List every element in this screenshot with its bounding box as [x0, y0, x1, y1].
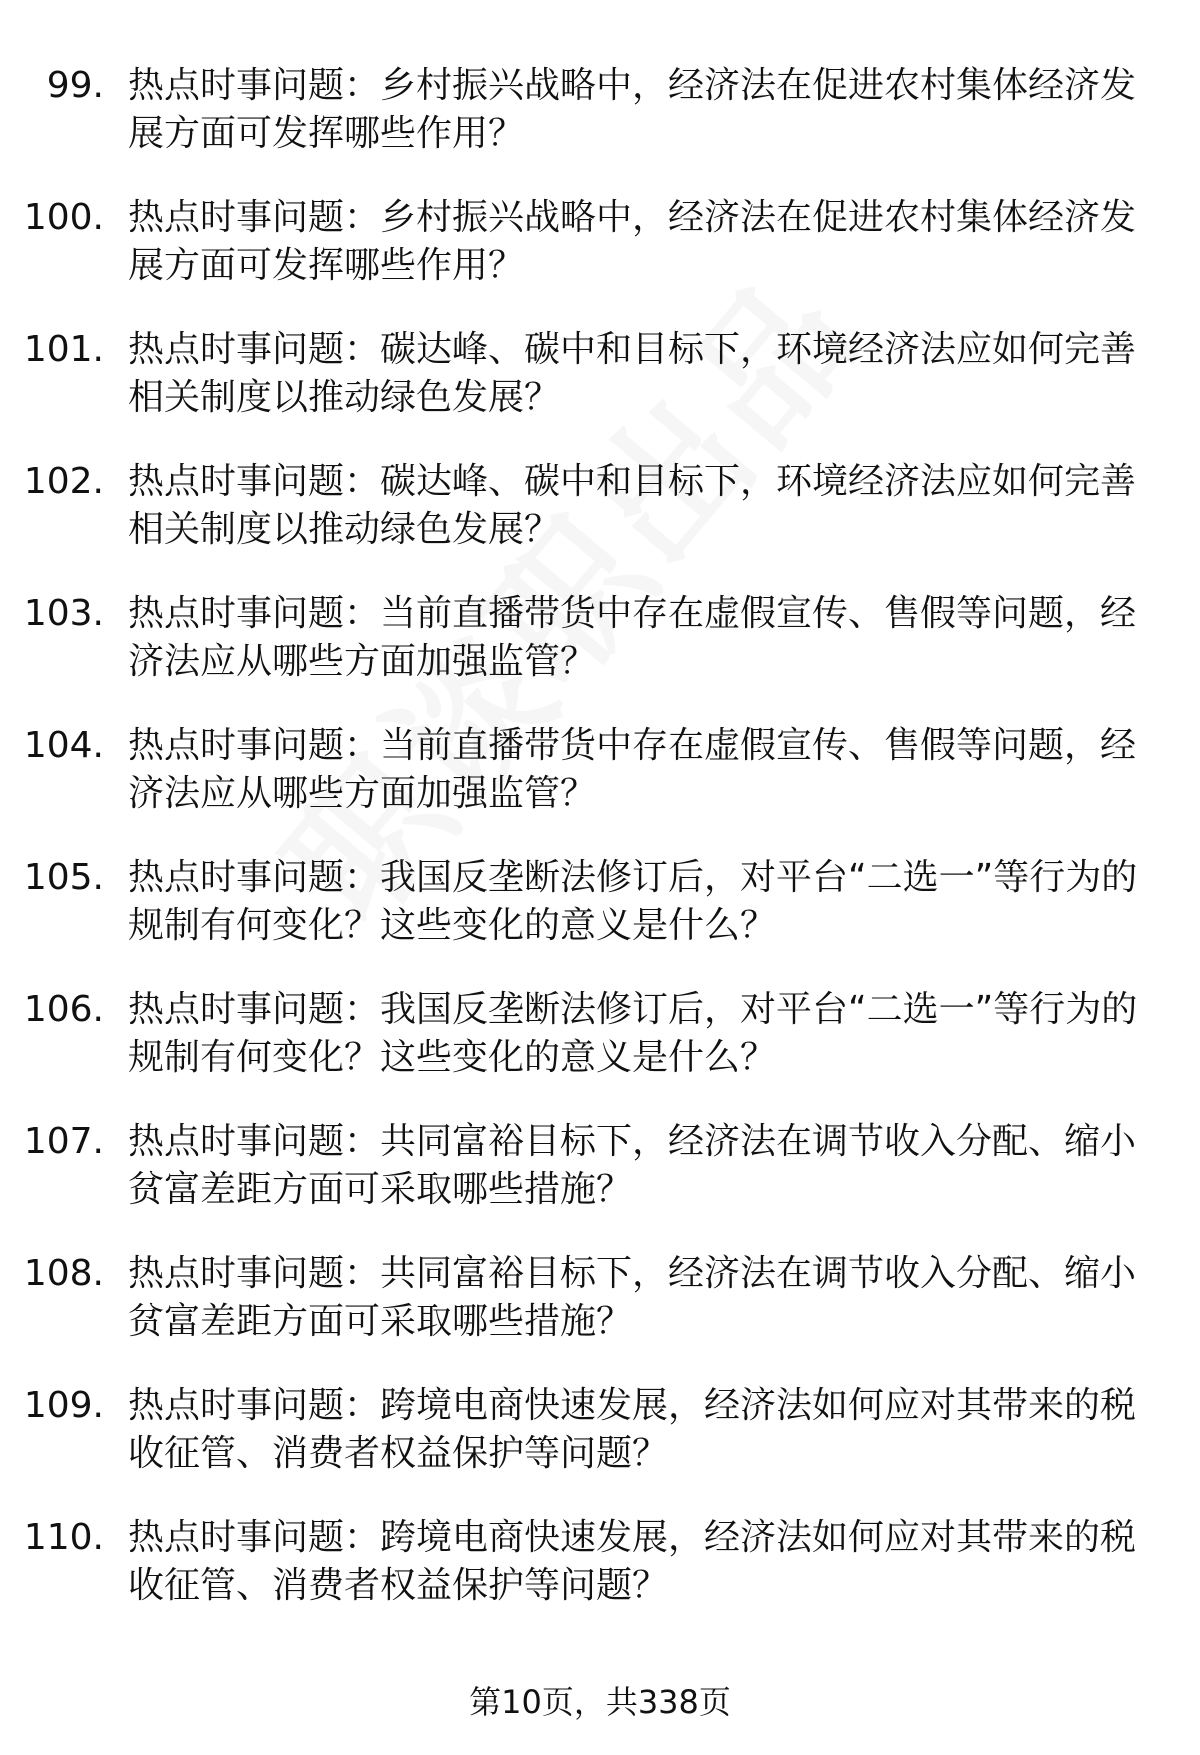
item-number: 100.	[23, 197, 104, 238]
item-text: 热点时事问题：我国反垄断法修订后，对平台“二选一”等行为的规制有何变化？这些变化的意义是什么？	[128, 857, 1138, 946]
item-text: 热点时事问题：当前直播带货中存在虚假宣传、售假等问题，经济法应从哪些方面加强监管？	[128, 593, 1137, 682]
item-text: 热点时事问题：跨境电商快速发展，经济法如何应对其带来的税收征管、消费者权益保护等问题？	[128, 1385, 1137, 1474]
item-text: 热点时事问题：当前直播带货中存在虚假宣传、售假等问题，经济法应从哪些方面加强监管？	[128, 725, 1137, 814]
list-item	[0, 1382, 1200, 1480]
item-number: 107.	[23, 1121, 104, 1162]
list-item	[0, 1118, 1200, 1216]
list-item	[0, 1514, 1200, 1612]
item-number: 104.	[23, 725, 104, 766]
list-item	[0, 326, 1200, 424]
item-number: 101.	[23, 329, 104, 370]
list-item	[0, 194, 1200, 292]
list-item	[0, 722, 1200, 820]
question-list	[0, 62, 1200, 1646]
item-text: 热点时事问题：乡村振兴战略中，经济法在促进农村集体经济发展方面可发挥哪些作用？	[128, 197, 1137, 286]
list-item	[0, 1250, 1200, 1348]
list-item	[0, 986, 1200, 1084]
list-item	[0, 590, 1200, 688]
list-item	[0, 854, 1200, 952]
item-text: 热点时事问题：碳达峰、碳中和目标下，环境经济法应如何完善相关制度以推动绿色发展？	[128, 329, 1137, 418]
item-number: 102.	[23, 461, 104, 502]
item-text: 热点时事问题：共同富裕目标下，经济法在调节收入分配、缩小贫富差距方面可采取哪些措施？	[128, 1253, 1137, 1342]
item-number: 105.	[23, 857, 104, 898]
item-number: 108.	[23, 1253, 104, 1294]
item-number: 106.	[23, 989, 104, 1030]
item-number: 103.	[23, 593, 104, 634]
item-text: 热点时事问题：跨境电商快速发展，经济法如何应对其带来的税收征管、消费者权益保护等问题？	[128, 1517, 1137, 1606]
item-text: 热点时事问题：碳达峰、碳中和目标下，环境经济法应如何完善相关制度以推动绿色发展？	[128, 461, 1137, 550]
item-text: 热点时事问题：共同富裕目标下，经济法在调节收入分配、缩小贫富差距方面可采取哪些措施？	[128, 1121, 1137, 1210]
item-number: 109.	[23, 1385, 104, 1426]
item-text: 热点时事问题：我国反垄断法修订后，对平台“二选一”等行为的规制有何变化？这些变化的意义是什么？	[128, 989, 1138, 1078]
item-text: 热点时事问题：乡村振兴战略中，经济法在促进农村集体经济发展方面可发挥哪些作用？	[128, 65, 1137, 154]
page-number: 第10页，共338页	[469, 1683, 731, 1721]
item-number: 110.	[23, 1517, 104, 1558]
item-number: 99.	[46, 65, 104, 106]
list-item	[0, 62, 1200, 160]
list-item	[0, 458, 1200, 556]
